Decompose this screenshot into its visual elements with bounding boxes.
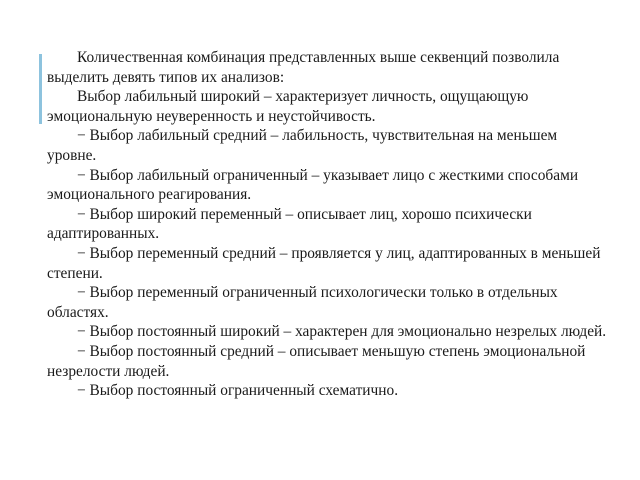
intro-paragraph: Количественная комбинация представленных выше секвенций позволила выделить девять типов их анализов:: [47, 49, 560, 86]
list-item: − Выбор постоянный широкий – характерен для эмоционально незрелых людей.: [77, 323, 607, 341]
list-item: − Выбор широкий переменный – описывает лиц, хорошо психически адаптированных.: [47, 205, 532, 243]
slide-text-block: [47, 48, 607, 401]
list-item: − Выбор лабильный средний – лабильность, чувствительная на меньшем уровне.: [47, 127, 558, 164]
list-item: − Выбор постоянный ограниченный схематично.: [77, 382, 399, 400]
list-item: − Выбор лабильный ограниченный – указывает лицо с жесткими способами эмоционального реагирования.: [47, 166, 579, 204]
list-item: − Выбор постоянный средний – описывает меньшую степень эмоциональной незрелости людей.: [47, 342, 586, 380]
list-item: − Выбор переменный средний – проявляется у лиц, адаптированных в меньшей степени.: [47, 244, 601, 282]
list-item: − Выбор переменный ограниченный психологически только в отдельных областях.: [47, 284, 558, 321]
list-item: Выбор лабильный широкий – характеризует личность, ощущающую эмоциональную неуверенность и неустойчивость.: [47, 88, 529, 125]
accent-bar: [39, 54, 42, 124]
